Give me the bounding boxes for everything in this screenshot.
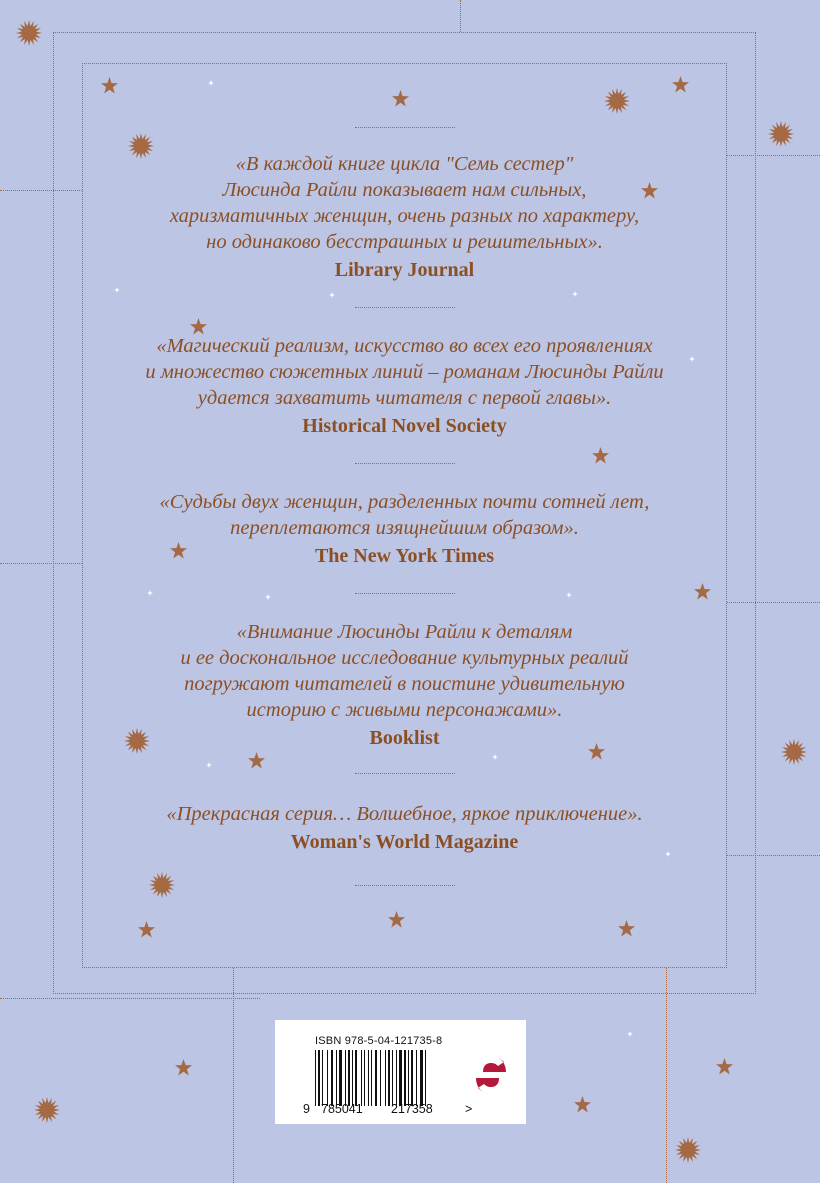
barcode-panel <box>275 1020 526 1124</box>
star-icon <box>138 921 155 938</box>
separator <box>355 307 455 308</box>
barcode-digits-left: 785041 <box>321 1102 363 1116</box>
white-star-icon <box>147 590 153 596</box>
separator <box>355 463 455 464</box>
dotted-line <box>666 968 667 1183</box>
star-icon <box>618 920 635 937</box>
sun-icon <box>604 88 630 114</box>
barcode <box>315 1050 460 1106</box>
review-source: Library Journal <box>334 259 475 281</box>
barcode-bar <box>375 1050 377 1106</box>
barcode-bar <box>425 1050 426 1106</box>
isbn-label: ISBN 978-5-04-121735-8 <box>315 1035 443 1047</box>
barcode-bar <box>385 1050 386 1106</box>
review-source: Woman's World Magazine <box>290 831 519 853</box>
review-source: The New York Times <box>314 545 495 567</box>
barcode-bar <box>339 1050 342 1106</box>
barcode-bar <box>364 1050 365 1106</box>
sun-icon <box>768 121 794 147</box>
barcode-bar <box>361 1050 362 1106</box>
barcode-bar <box>327 1050 328 1106</box>
review-source: Booklist <box>369 727 440 749</box>
white-star-icon <box>566 592 572 598</box>
barcode-bar <box>331 1050 333 1106</box>
barcode-bar <box>322 1050 323 1106</box>
star-icon <box>101 77 118 94</box>
star-icon <box>248 752 265 769</box>
sun-icon <box>675 1137 701 1163</box>
white-star-icon <box>265 594 271 600</box>
star-icon <box>588 743 605 760</box>
star-icon <box>592 447 609 464</box>
sun-icon <box>34 1097 60 1123</box>
barcode-bar <box>416 1050 417 1106</box>
review-1 <box>82 151 727 283</box>
review-2 <box>82 333 727 439</box>
white-star-icon <box>492 754 498 760</box>
white-star-icon <box>627 1031 633 1037</box>
star-icon <box>170 542 187 559</box>
sun-icon <box>781 739 807 765</box>
sun-icon <box>149 872 175 898</box>
star-icon <box>190 318 207 335</box>
barcode-bar <box>368 1050 369 1106</box>
review-quote: «В каждой книге цикла "Семь сестер" Люсинда Райли показывает нам сильных, харизматичных женщин, очень разных по характеру, но одинаково бесстрашных и решительных». <box>169 153 640 253</box>
barcode-bar <box>408 1050 409 1106</box>
separator <box>355 127 455 128</box>
sun-icon <box>128 133 154 159</box>
white-star-icon <box>329 292 335 298</box>
dotted-line <box>460 0 461 32</box>
barcode-digit-first: 9 <box>303 1102 310 1116</box>
barcode-bar <box>380 1050 381 1106</box>
barcode-bar <box>355 1050 357 1106</box>
barcode-digits-right: 217358 <box>391 1102 433 1116</box>
publisher-logo-icon <box>473 1052 509 1098</box>
white-star-icon <box>665 851 671 857</box>
review-4 <box>82 619 727 751</box>
white-star-icon <box>572 291 578 297</box>
star-icon <box>574 1096 591 1113</box>
barcode-bar <box>345 1050 346 1106</box>
barcode-bar <box>411 1050 413 1106</box>
separator <box>355 885 455 886</box>
review-quote: «Прекрасная серия… Волшебное, яркое приключение». <box>166 803 643 825</box>
white-star-icon <box>114 287 120 293</box>
star-icon <box>694 583 711 600</box>
star-icon <box>641 182 658 199</box>
review-quote: «Магический реализм, искусство во всех его проявлениях и множество сюжетных линий – романам Люсинды Райли удается захватить читателя с первой главы». <box>145 335 664 409</box>
star-icon <box>392 90 409 107</box>
barcode-bar <box>420 1050 423 1106</box>
dotted-line <box>233 968 234 1183</box>
review-source: Historical Novel Society <box>302 415 507 437</box>
review-quote: «Внимание Люсинды Райли к деталям и ее доскональное исследование культурных реалий погружают читателей в поистине удивительную историю с живыми персонажами». <box>180 621 629 721</box>
review-quote: «Судьбы двух женщин, разделенных почти сотней лет, переплетаются изящнейшим образом». <box>159 491 650 539</box>
star-icon <box>716 1058 733 1075</box>
barcode-bar <box>396 1050 397 1106</box>
barcode-bar <box>404 1050 406 1106</box>
separator <box>355 773 455 774</box>
barcode-bar <box>315 1050 316 1106</box>
barcode-bar <box>318 1050 320 1106</box>
separator <box>355 593 455 594</box>
barcode-bar <box>392 1050 393 1106</box>
barcode-digits <box>303 1102 473 1116</box>
barcode-bar <box>371 1050 372 1106</box>
barcode-digit-end: > <box>465 1102 473 1116</box>
barcode-bar <box>336 1050 337 1106</box>
review-5 <box>82 801 727 855</box>
barcode-bar <box>388 1050 390 1106</box>
white-star-icon <box>206 762 212 768</box>
star-icon <box>388 911 405 928</box>
white-star-icon <box>208 80 214 86</box>
star-icon <box>672 76 689 93</box>
barcode-bar <box>348 1050 350 1106</box>
barcode-bar <box>399 1050 402 1106</box>
sun-icon <box>124 728 150 754</box>
star-icon <box>175 1059 192 1076</box>
white-star-icon <box>689 356 695 362</box>
barcode-bar <box>352 1050 353 1106</box>
sun-icon <box>16 20 42 46</box>
dotted-line <box>0 998 260 999</box>
